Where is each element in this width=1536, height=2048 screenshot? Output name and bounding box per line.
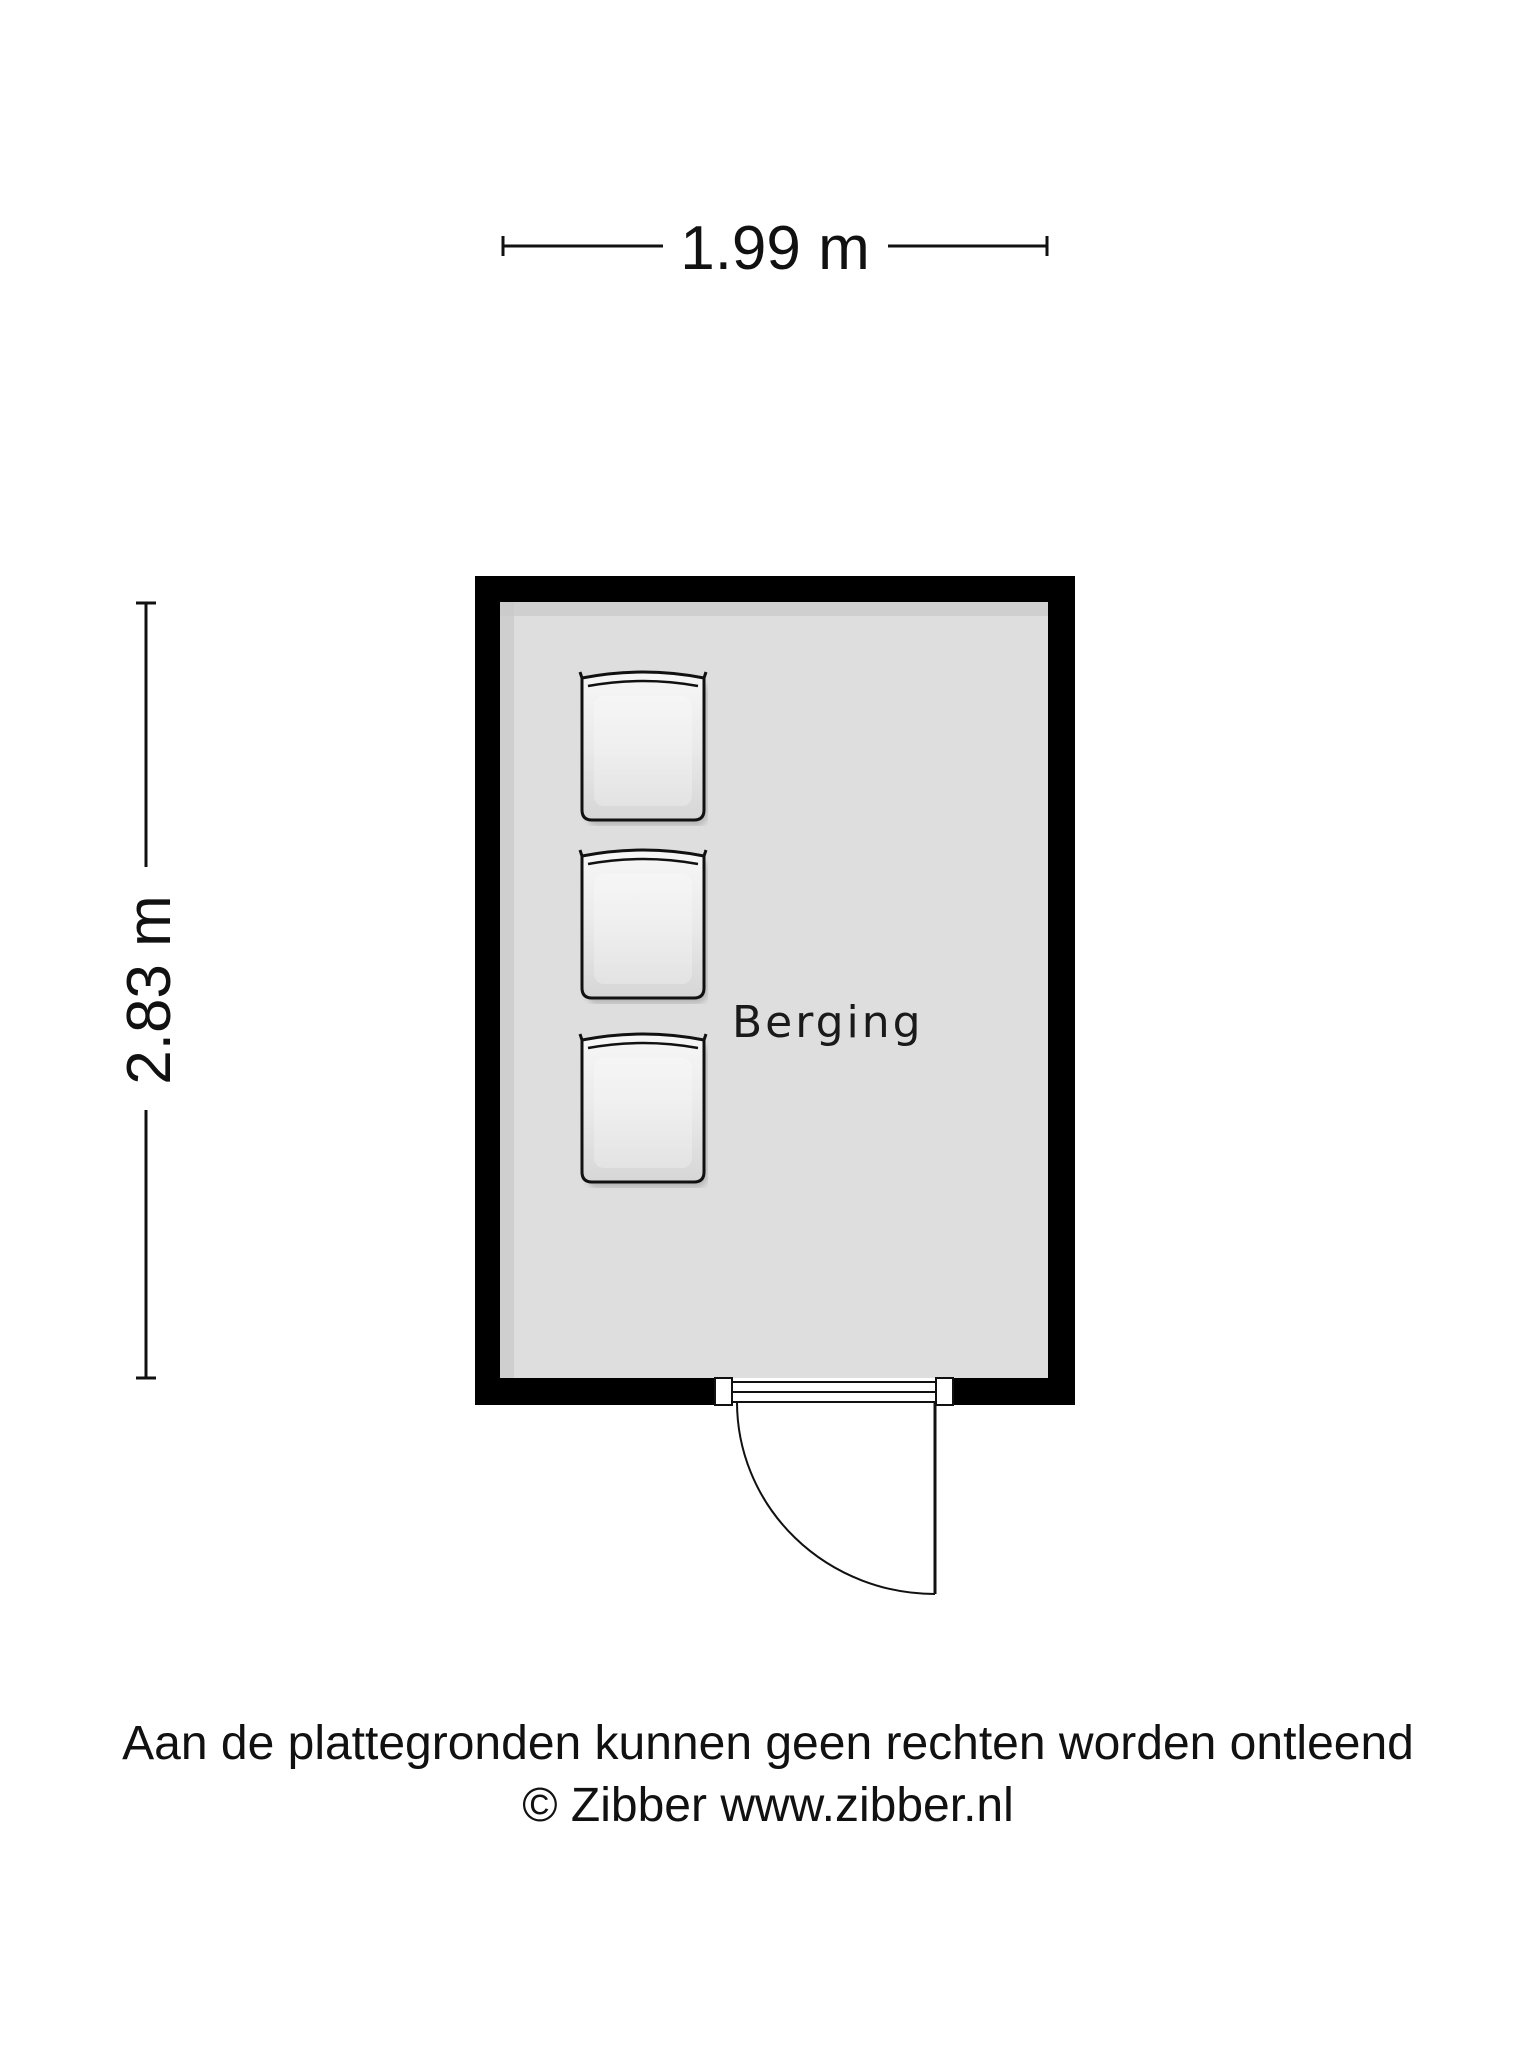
- chair-icon: [580, 1034, 708, 1188]
- height-label: 2.83 m: [115, 895, 184, 1085]
- copyright-text: © Zibber www.zibber.nl: [522, 1779, 1014, 1832]
- height-dimension: [115, 603, 184, 1378]
- floor-shading-left: [500, 602, 514, 1378]
- room-berging: [475, 576, 1075, 1405]
- chair-icon: [580, 672, 708, 826]
- door-swing-arc: [737, 1402, 935, 1594]
- disclaimer-text: Aan de plattegronden kunnen geen rechten worden ontleend: [122, 1717, 1414, 1770]
- room-name: Berging: [732, 997, 924, 1048]
- chair-icon: [580, 850, 708, 1004]
- chairs: [580, 672, 708, 1188]
- door: [715, 1378, 953, 1594]
- floor-shading-top: [500, 602, 1048, 616]
- width-dimension: [503, 214, 1047, 283]
- width-label: 1.99 m: [680, 214, 870, 283]
